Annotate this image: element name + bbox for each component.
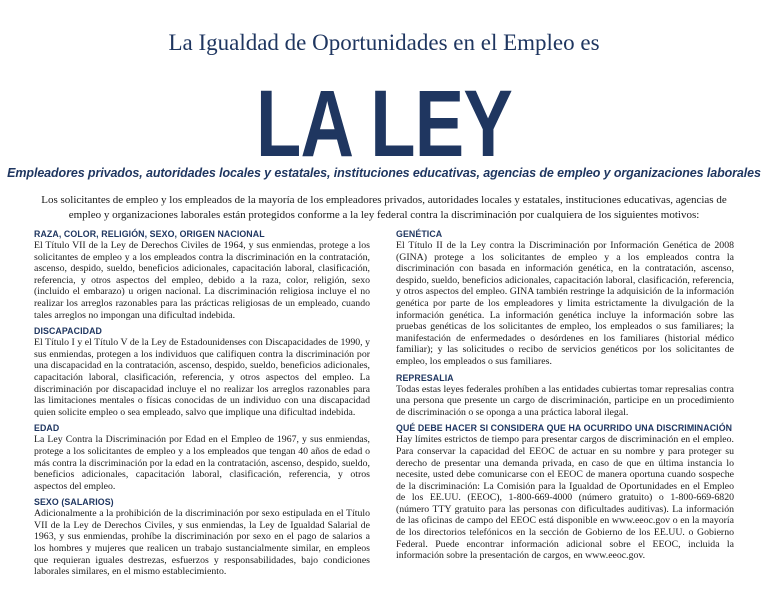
section-sex-wages [34, 497, 370, 578]
section-race-color-religion [34, 229, 370, 321]
section-body: Todas estas leyes federales prohíben a las entidades cubiertas tomar represalias contra una persona que presente un cargo de discriminación, participe en un procedimiento de discriminación o se oponga a una práctica laboral ilegal. [396, 383, 734, 418]
section-heading: RAZA, COLOR, RELIGIÓN, SEXO, ORIGEN NACIONAL [34, 229, 265, 239]
section-heading: DISCAPACIDAD [34, 326, 102, 337]
section-heading: SEXO (SALARIOS) [34, 497, 114, 508]
section-heading: GENÉTICA [396, 229, 443, 239]
poster-pretitle: La Igualdad de Oportunidades en el Empleo es [168, 30, 600, 55]
intro-paragraph: Los solicitantes de empleo y los empleados de la mayoría de los empleadores privados, autoridades locales y estatales, instituciones educativas, agencias de empleo y organizaciones laborales están protegidos conforme a la ley federal contra la discriminación por cualquiera de los siguientes motivos: [41, 194, 727, 221]
section-body: Adicionalmente a la prohibición de la discriminación por sexo estipulada en el Título VII de la Ley de Derechos Civiles, y sus enmiendas, la Ley de Igualdad Salarial de 1963, y sus enmiendas, prohíbe la discriminación por sexo en el pago de salarios a los hombres y mujeres que realicen un trabajo sustancialmente similar, en empleos que requieran iguales destrezas, esfuerzos y responsabilidades, bajo condiciones laborales similares, en el mismo establecimiento. [34, 508, 370, 578]
section-heading: REPRESALIA [396, 372, 454, 383]
section-heading: QUÉ DEBE HACER SI CONSIDERA QUE HA OCURRIDO UNA DISCRIMINACIÓN [396, 423, 733, 434]
section-body: El Título VII de la Ley de Derechos Civiles de 1964, y sus enmiendas, protege a los solicitantes de empleo y a los empleados contra la discriminación en la contratación, ascenso, despido, sueldo, beneficios adicionales, capacitación laboral, clasificación, referencia, y otros aspectos del empleo, debido a la raza, color, religión, sexo (incluido el embarazo) u origen nacional. La discriminación religiosa incluye el no realizar los arreglos razonables para las prácticas religiosas de un empleado, cuando tales arreglos no impongan una dificultad indebida. [34, 240, 370, 321]
section-what-to-do [396, 423, 734, 562]
section-heading: EDAD [34, 423, 60, 434]
section-age [34, 423, 370, 492]
covered-entities-line: Empleadores privados, autoridades locales y estatales, instituciones educativas, agencias de empleo y organizaciones laborales [7, 166, 761, 180]
section-body: El Título II de la Ley contra la Discriminación por Información Genética de 2008 (GINA) protege a los solicitantes de empleo y a los empleados contra la discriminación con basada en información genética, en la contratación, ascenso, despido, sueldo, beneficios adicionales, capacitación laboral, clasificación, referencia, y otros aspectos del empleo. GINA también restringe la adquisición de la información genética por parte de los empleadores y limita estrictamente la divulgación de la información genética. La información genética incluye la información sobre las pruebas genéticas de los solicitantes de empleo, los empleados o sus familiares; la manifestación de enfermedades o desórdenes en los familiares (historial médico familiar); y las solicitudes o recibo de servicios genéticos por los solicitantes de empleo, los empleados o sus familiares. [396, 240, 734, 367]
section-retaliation [396, 373, 734, 419]
section-genetics [396, 229, 734, 368]
poster-title: LA LEY [255, 71, 513, 177]
section-body: Hay límites estrictos de tiempo para presentar cargos de discriminación en el empleo. Para conservar la capacidad del EEOC de actuar en su nombre y para proteger su derecho de presentar una demanda privada, en caso de que en última instancia lo necesite, usted debe comunicarse con el EEOC de manera oportuna cuando sospeche de la discriminación: La Comisión para la Igualdad de Oportunidades en el Empleo de los EE.UU. (EEOC), 1-800-669-4000 (número gratuito) o 1-800-669-6820 (número TTY gratuito para las personas con dificultades auditivas). La información de las oficinas de campo del EEOC está disponible en www.eeoc.gov o en la mayoría de los directorios telefónicos en la sección de Gobierno de los EE.UU. o Gobierno Federal. Puede encontrar información adicional sobre el EEOC, incluida la información sobre la presentación de cargos, en www.eeoc.gov. [396, 434, 734, 562]
section-disability [34, 326, 370, 418]
section-body: El Título I y el Título V de la Ley de Estadounidenses con Discapacidades de 1990, y sus enmiendas, protegen a los individuos que califiquen contra la discriminación por una discapacidad en la contratación, ascenso, despido, sueldo, beneficios adicionales, capacitación laboral, clasificación, referencia, y otros aspectos del empleo. La discriminación por discapacidad incluye el no realizar los arreglos razonables para las limitaciones mentales o físicas conocidas de un individuo con una discapacidad quien solicite empleo o sea empleado, salvo que implique una dificultad indebida. [34, 337, 370, 418]
section-body: La Ley Contra la Discriminación por Edad en el Empleo de 1967, y sus enmiendas, protege a los solicitantes de empleo y a los empleados que tengan 40 años de edad o más contra la discriminación por la edad en la contratación, ascenso, despido, sueldo, beneficios adicionales, capacitación laboral, clasificación, referencia, y otros aspectos del empleo. [34, 434, 370, 492]
right-column [396, 229, 734, 567]
left-column [34, 229, 370, 583]
